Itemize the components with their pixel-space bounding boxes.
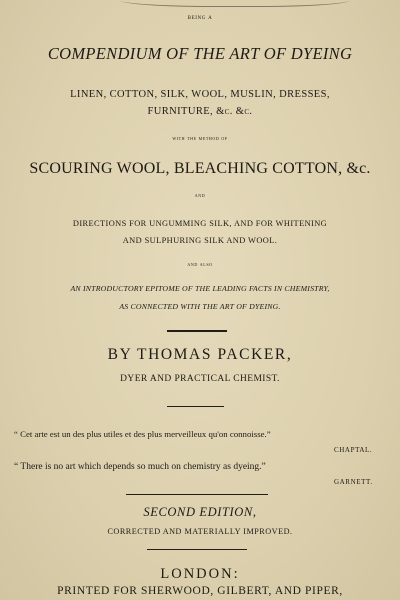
author-title: DYER AND PRACTICAL CHEMIST.	[120, 374, 280, 384]
and-text-1: and	[194, 193, 206, 199]
quote-2-attribution: GARNETT.	[334, 478, 373, 486]
edition-text: SECOND EDITION,	[143, 505, 257, 519]
directions-line-2: AND SULPHURING SILK AND WOOL.	[122, 236, 278, 245]
author-line: BY THOMAS PACKER,	[107, 346, 293, 363]
divider-rule-3	[126, 494, 268, 495]
materials-line-1: LINEN, COTTON, SILK, WOOL, MUSLIN, DRESSES,	[70, 89, 330, 100]
divider-rule-4	[147, 549, 247, 550]
cropped-heading-edge	[120, 0, 350, 7]
epitome-line-2: AS CONNECTED WITH THE ART OF DYEING.	[119, 302, 281, 311]
quote-2: “ There is no art which depends so much on chemistry as dyeing.”	[14, 462, 266, 472]
edition-note: CORRECTED AND MATERIALLY IMPROVED.	[107, 527, 293, 536]
and-also-text: and also	[187, 262, 213, 268]
quote-1-attribution: CHAPTAL.	[334, 446, 373, 454]
main-title: COMPENDIUM OF THE ART OF DYEING	[47, 44, 353, 63]
materials-line-2: FURNITURE, &c. &c.	[147, 106, 253, 117]
scouring-line: SCOURING WOOL, BLEACHING COTTON, &c.	[29, 160, 371, 177]
quote-1: “ Cet arte est un des plus utiles et des plus merveilleux qu'on connoisse.”	[14, 429, 271, 439]
with-method-text: with the method of	[172, 136, 228, 142]
printer-text: PRINTED FOR SHERWOOD, GILBERT, AND PIPER,	[57, 585, 343, 597]
divider-rule-1	[167, 330, 227, 332]
directions-line-1: DIRECTIONS FOR UNGUMMING SILK, AND FOR WHITENING	[72, 219, 328, 228]
being-a-text: being a	[187, 14, 213, 21]
epitome-line-1: AN INTRODUCTORY EPITOME OF THE LEADING FACTS IN CHEMISTRY,	[70, 284, 330, 293]
city-text: LONDON:	[160, 566, 240, 582]
divider-rule-2	[167, 406, 224, 407]
